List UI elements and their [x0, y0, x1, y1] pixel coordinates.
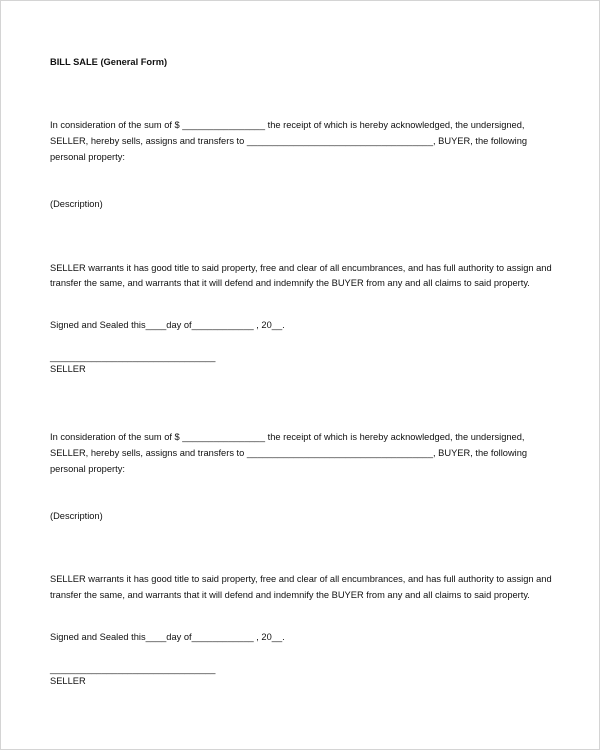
- description-placeholder: (Description): [50, 511, 103, 521]
- consideration-line-3: personal property:: [50, 464, 125, 474]
- seller-signature-line: ________________________________: [50, 352, 216, 362]
- warranty-line-1: SELLER warrants it has good title to said property, free and clear of all encumbrances, and has full authority to assign and: [50, 574, 552, 584]
- warranty-line-1: SELLER warrants it has good title to said property, free and clear of all encumbrances, and has full authority to assign and: [50, 263, 552, 273]
- seller-label: SELLER: [50, 364, 86, 374]
- consideration-line-2: SELLER, hereby sells, assigns and transfers to ____________________________________, BUYER, the following: [50, 136, 528, 146]
- document-title: BILL SALE (General Form): [50, 57, 168, 67]
- signed-sealed-line: Signed and Sealed this____day of____________ , 20__.: [50, 632, 285, 642]
- description-placeholder: (Description): [50, 199, 103, 209]
- warranty-line-2: transfer the same, and warrants that it will defend and indemnify the BUYER from any and all claims to said property.: [50, 278, 530, 288]
- consideration-line-1: In consideration of the sum of $ ________________ the receipt of which is hereby acknowledged, the undersigned,: [50, 120, 525, 130]
- consideration-line-2: SELLER, hereby sells, assigns and transfers to ____________________________________, BUYER, the following: [50, 448, 528, 458]
- seller-label: SELLER: [50, 676, 86, 686]
- consideration-line-1: In consideration of the sum of $ ________________ the receipt of which is hereby acknowledged, the undersigned,: [50, 432, 525, 442]
- signed-sealed-line: Signed and Sealed this____day of____________ , 20__.: [50, 320, 285, 330]
- seller-signature-line: ________________________________: [50, 664, 216, 674]
- warranty-line-2: transfer the same, and warrants that it will defend and indemnify the BUYER from any and all claims to said property.: [50, 590, 530, 600]
- consideration-line-3: personal property:: [50, 152, 125, 162]
